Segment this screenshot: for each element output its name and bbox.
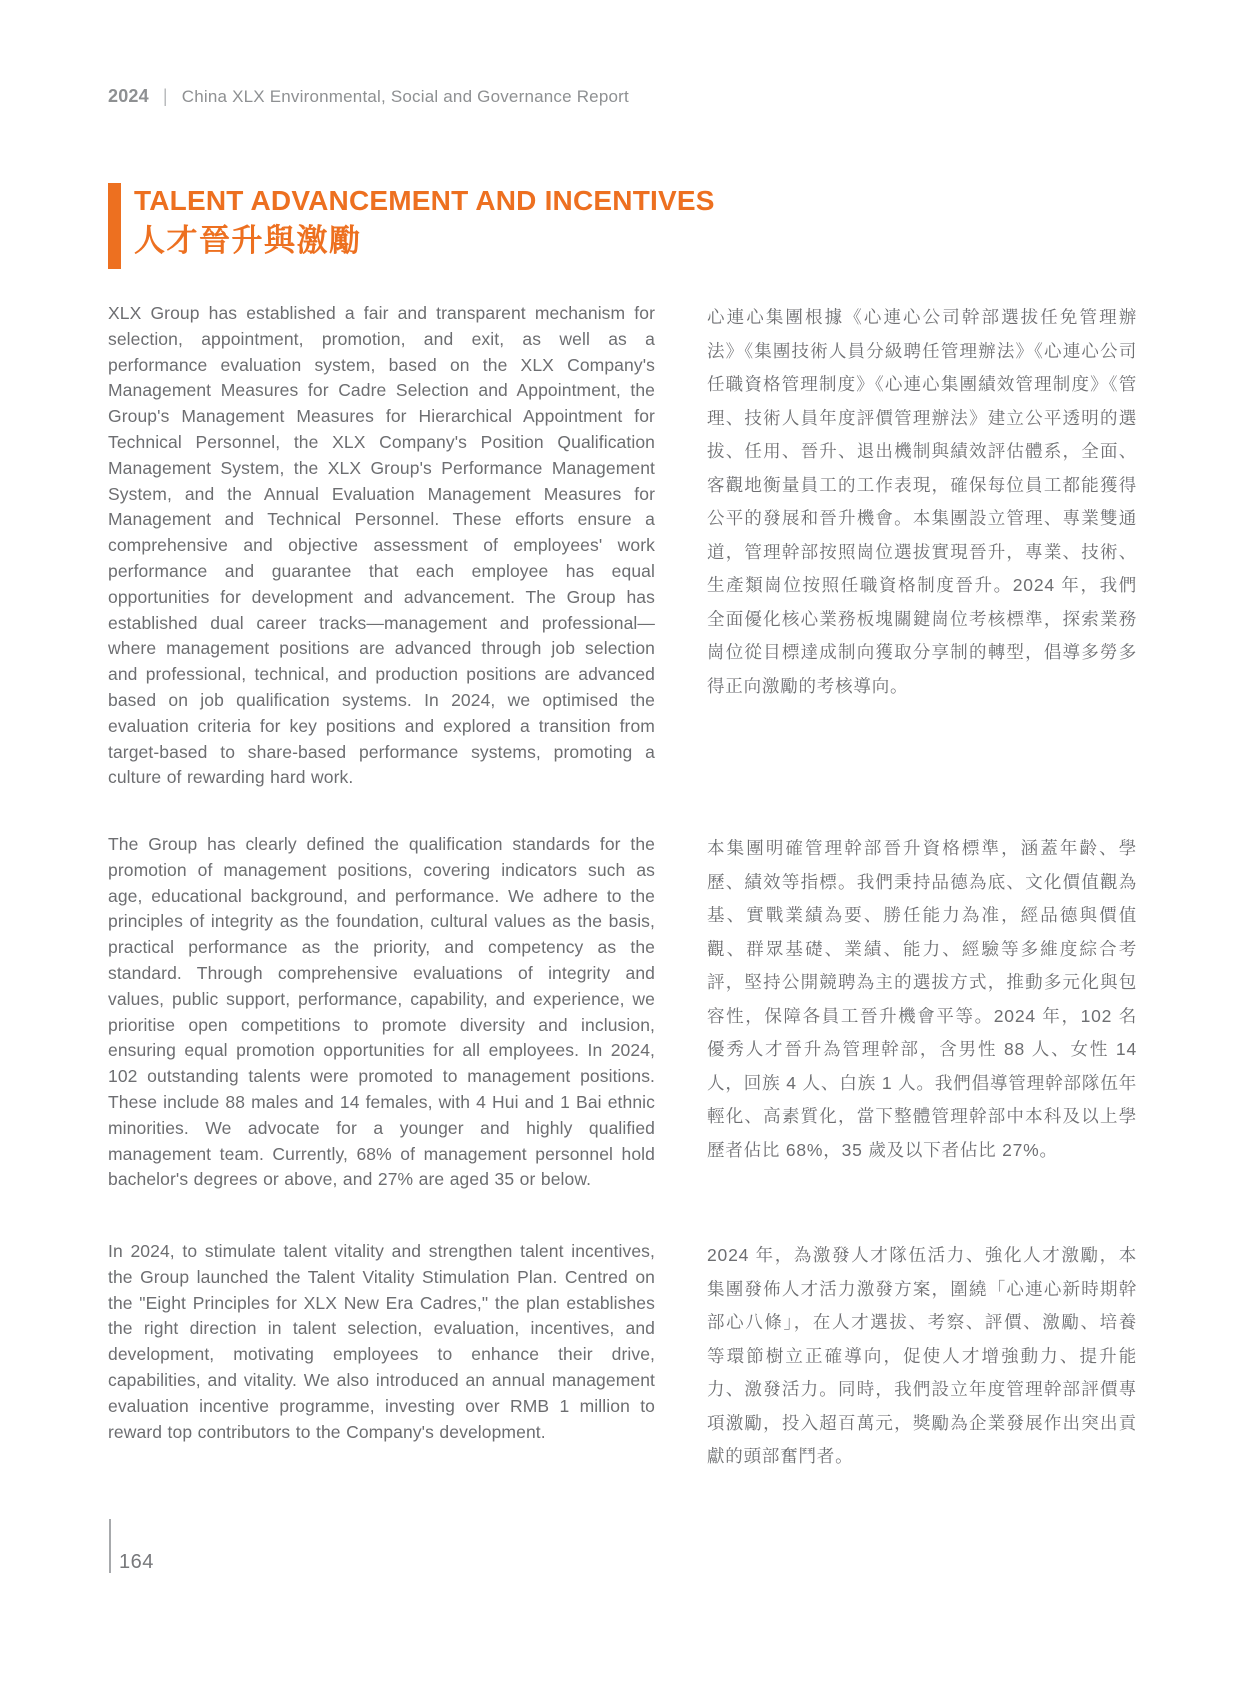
section-title-en: TALENT ADVANCEMENT AND INCENTIVES — [134, 185, 715, 216]
paragraph-zh-3: 2024 年，為激發人才隊伍活力、強化人才激勵，本集團發佈人才活力激發方案，圍繞「心連心新時期幹部心八條」，在人才選拔、考察、評價、激勵、培養等環節樹立正確導向，促使人才增強動力、提升能力、激發活力。同時，我們設立年度管理幹部評價專項激勵，投入超百萬元，獎勵為企業發展作出突出貢獻的頭部奮鬥者。 — [707, 1245, 1137, 1466]
paragraph-en-2: The Group has clearly defined the qualification standards for the promotion of management positions, covering indicators such as age, educational background, and performance. We adhere to the principles of integrity as the foundation, cultural values as the basis, practical performance as the priority, and competency as the standard. Through comprehensive evaluations of integrity and values, public support, performance, capability, and experience, we prioritise open competitions to promote diversity and inclusion, ensuring equal promotion opportunities for all employees. In 2024, 102 outstanding talents were promoted to management positions. These include 88 males and 14 females, with 4 Hui and 1 Bai ethnic minorities. We advocate for a younger and highly qualified management team. Currently, 68% of management personnel hold bachelor's degrees or above, and 27% are aged 35 or below. — [108, 834, 655, 1190]
title-accent-bar — [108, 183, 121, 269]
title-text — [134, 183, 715, 269]
running-header — [108, 86, 629, 107]
header-divider: | — [162, 86, 168, 106]
paragraph-en-1: XLX Group has established a fair and transparent mechanism for selection, appointment, promotion, and exit, as well as a performance evaluation system, based on the XLX Company's Management Measures for Cadre Selection and Appointment, the Group's Management Measures for Hierarchical Appointment for Technical Personnel, the XLX Company's Position Qualification Management System, the XLX Group's Performance Management System, and the Annual Evaluation Management Measures for Management and Technical Personnel. These efforts ensure a comprehensive and objective assessment of employees' work performance and guarantee that each employee has equal opportunities for development and advancement. The Group has established dual career tracks—management and professional—where management positions are advanced through job selection and professional, technical, and production positions are advanced based on job qualification systems. In 2024, we optimised the evaluation criteria for key positions and explored a transition from target-based to share-based performance systems, promoting a culture of rewarding hard work. — [108, 303, 655, 788]
page-number-block — [109, 1519, 154, 1573]
header-report-title: China XLX Environmental, Social and Governance Report — [181, 86, 629, 106]
section-title-zh: 人才晉升與激勵 — [134, 223, 362, 258]
paragraph-zh-1: 心連心集團根據《心連心公司幹部選拔任免管理辦法》《集團技術人員分級聘任管理辦法》《心連心公司任職資格管理制度》《心連心集團績效管理制度》《管理、技術人員年度評價管理辦法》建立公平透明的選拔、任用、晉升、退出機制與績效評估體系，全面、客觀地衡量員工的工作表現，確保每位員工都能獲得公平的發展和晉升機會。本集團設立管理、專業雙通道，管理幹部按照崗位選拔實現晉升，專業、技術、生產類崗位按照任職資格制度晉升。2024 年，我們全面優化核心業務板塊關鍵崗位考核標準，探索業務崗位從目標達成制向獲取分享制的轉型，倡導多勞多得正向激勵的考核導向。 — [707, 307, 1137, 696]
paragraph-en-3: In 2024, to stimulate talent vitality and strengthen talent incentives, the Group launched the Talent Vitality Stimulation Plan. Centred on the "Eight Principles for XLX New Era Cadres," the plan establishes the right direction in talent selection, evaluation, incentives, and development, motivating employees to enhance their drive, capabilities, and vitality. We also introduced an annual management evaluation incentive programme, investing over RMB 1 million to reward top contributors to the Company's development. — [108, 1241, 655, 1442]
section-title — [108, 183, 715, 269]
page-number: 164 — [119, 1551, 154, 1573]
paragraph-zh-2: 本集團明確管理幹部晉升資格標準，涵蓋年齡、學歷、績效等指標。我們秉持品德為底、文化價值觀為基、實戰業績為要、勝任能力為准，經品德與價值觀、群眾基礎、業績、能力、經驗等多維度綜合考評，堅持公開競聘為主的選拔方式，推動多元化與包容性，保障各員工晉升機會平等。2024 年，102 名優秀人才晉升為管理幹部，含男性 88 人、女性 14 人，回族 4 人、白族 1 人。我們倡導管理幹部隊伍年輕化、高素質化，當下整體管理幹部中本科及以上學歷者佔比 68%，35 歲及以下者佔比 27%。 — [707, 838, 1137, 1160]
header-year: 2024 — [108, 86, 149, 106]
